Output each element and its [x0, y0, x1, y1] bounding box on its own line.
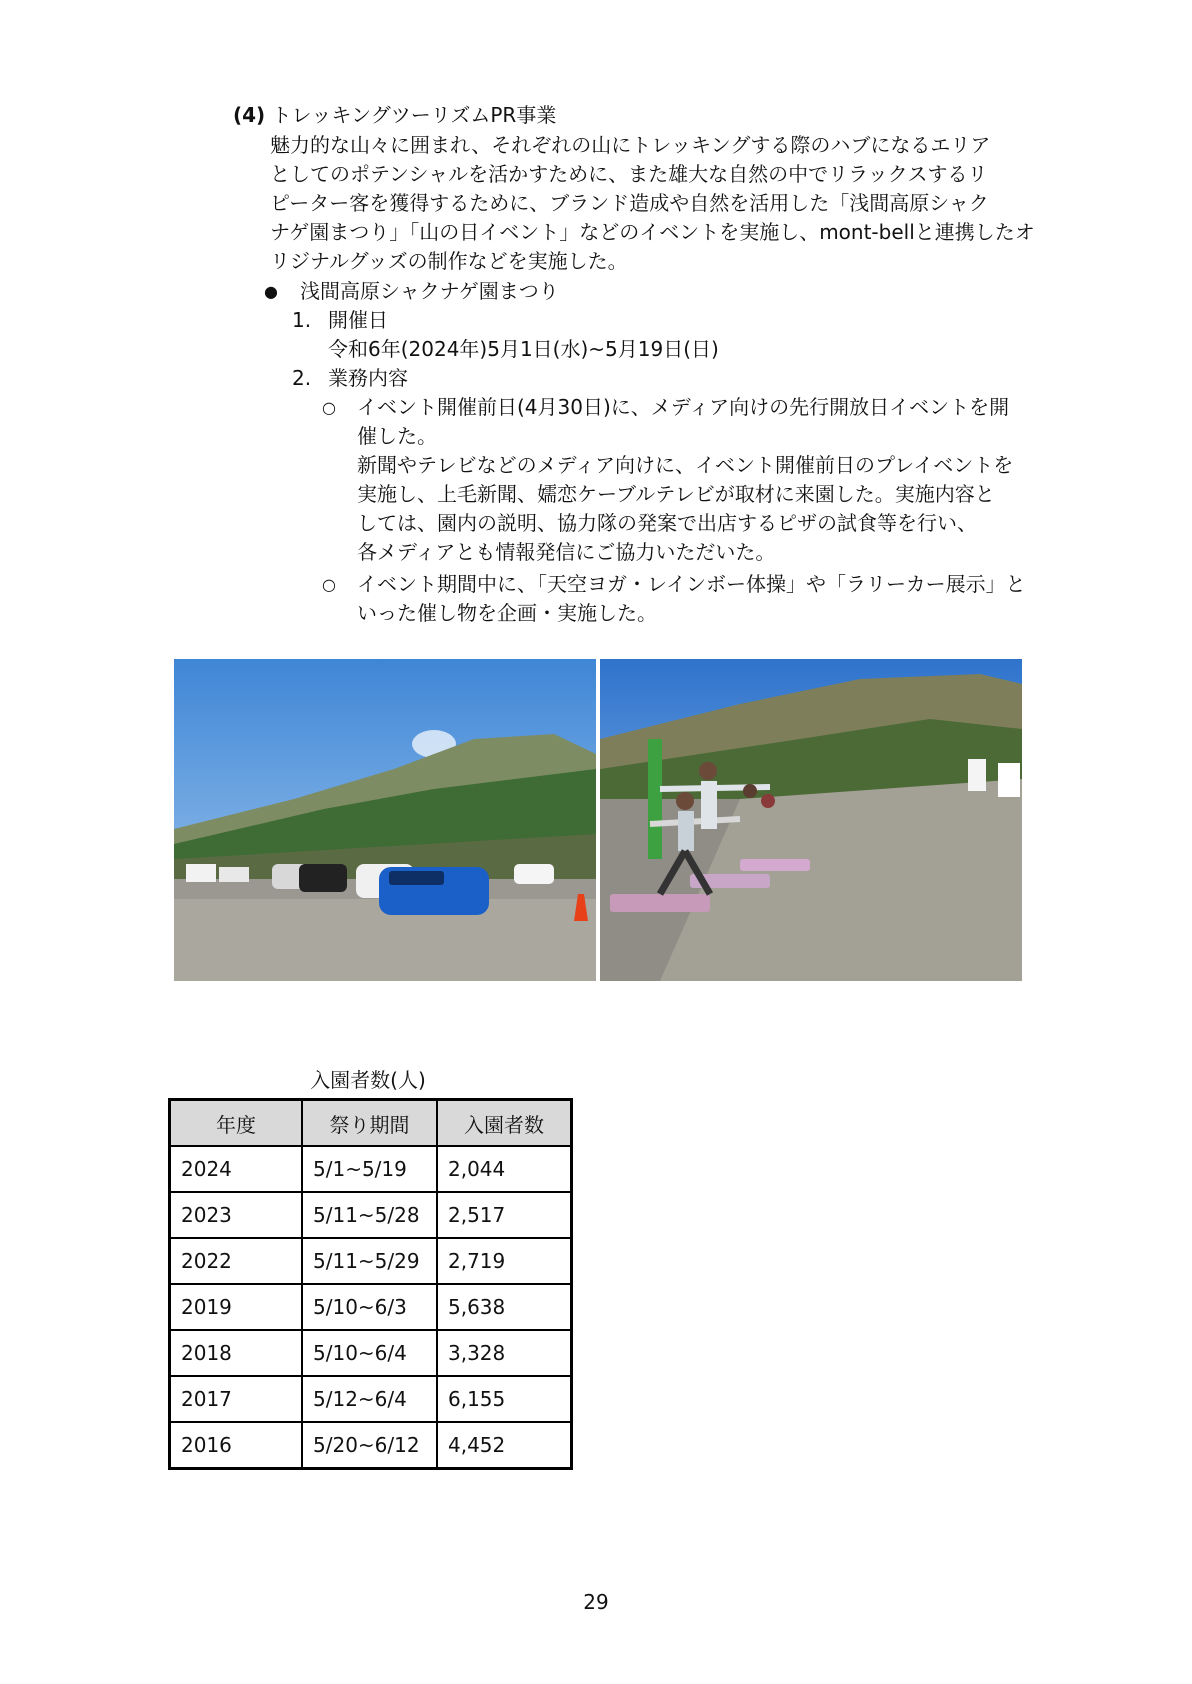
- visitors-cell: 2,719: [437, 1238, 572, 1284]
- table-header-row: [170, 1100, 572, 1147]
- period-cell: 5/11~5/29: [302, 1238, 437, 1284]
- section-paragraph: [270, 131, 1035, 276]
- paragraph-line: 魅力的な山々に囲まれ、それぞれの山にトレッキングする際のハブになるエリア: [270, 133, 991, 157]
- section-number: (4): [233, 103, 266, 127]
- sub-item-line: 新聞やテレビなどのメディア向けに、イベント開催前日のプレイベントを: [357, 453, 1014, 477]
- sub-item-line: イベント期間中に、「天空ヨガ・レインボー体操」や「ラリーカー展示」と: [357, 572, 1026, 596]
- sub-item-line: いった催し物を企画・実施した。: [357, 601, 657, 625]
- sub-item: [357, 570, 1026, 628]
- year-cell: 2024: [170, 1146, 303, 1192]
- year-cell: 2017: [170, 1376, 303, 1422]
- visitors-cell: 2,517: [437, 1192, 572, 1238]
- item-number: 2.: [292, 366, 312, 390]
- period-cell: 5/20~6/12: [302, 1422, 437, 1469]
- section-title: トレッキングツーリズムPR事業: [271, 103, 557, 127]
- period-cell: 5/10~6/4: [302, 1330, 437, 1376]
- bullet-marker: ●: [264, 282, 278, 301]
- sub-item-line: しては、園内の説明、協力隊の発案で出店するピザの試食等を行い、: [357, 511, 977, 535]
- column-header-period: 祭り期間: [302, 1100, 437, 1147]
- table-row: [170, 1330, 572, 1376]
- paragraph-line: ナゲ園まつり」「山の日イベント」などのイベントを実施し、mont-bellと連携したオ: [270, 220, 1035, 244]
- column-header-visitors: 入園者数: [437, 1100, 572, 1147]
- sub-item-line: 各メディアとも情報発信にご協力いただいた。: [357, 540, 776, 564]
- year-cell: 2019: [170, 1284, 303, 1330]
- sub-item: [357, 393, 1013, 567]
- sub-item-line: イベント開催前日(4月30日)に、メディア向けの先行開放日イベントを開: [357, 395, 1010, 419]
- visitors-cell: 6,155: [437, 1376, 572, 1422]
- table-row: [170, 1146, 572, 1192]
- period-cell: 5/10~6/3: [302, 1284, 437, 1330]
- item-label: 開催日: [328, 308, 388, 332]
- item-number: 1.: [292, 308, 312, 332]
- visitors-cell: 5,638: [437, 1284, 572, 1330]
- period-cell: 5/11~5/28: [302, 1192, 437, 1238]
- event-dates: 令和6年(2024年)5月1日(水)~5月19日(日): [328, 337, 719, 361]
- year-cell: 2023: [170, 1192, 303, 1238]
- item-label: 業務内容: [328, 366, 408, 390]
- sub-item-line: 実施し、上毛新聞、嬬恋ケーブルテレビが取材に来園した。実施内容と: [357, 482, 995, 506]
- table-row: [170, 1422, 572, 1469]
- column-header-year: 年度: [170, 1100, 303, 1147]
- paragraph-line: としてのポテンシャルを活かすために、また雄大な自然の中でリラックスするリ: [270, 162, 988, 186]
- year-cell: 2016: [170, 1422, 303, 1469]
- year-cell: 2018: [170, 1330, 303, 1376]
- visitors-cell: 4,452: [437, 1422, 572, 1469]
- paragraph-line: ピーター客を獲得するために、ブランド造成や自然を活用した「浅間高原シャク: [270, 191, 989, 215]
- visitors-cell: 3,328: [437, 1330, 572, 1376]
- period-cell: 5/12~6/4: [302, 1376, 437, 1422]
- sub-item-line: 催した。: [357, 424, 437, 448]
- year-cell: 2022: [170, 1238, 303, 1284]
- table-row: [170, 1192, 572, 1238]
- section-heading: [233, 101, 556, 130]
- table-caption: 入園者数(人): [310, 1068, 426, 1092]
- page-number: 29: [583, 1590, 609, 1614]
- photo-rally-cars: [174, 659, 596, 981]
- table-row: [170, 1238, 572, 1284]
- bullet-label: 浅間高原シャクナゲ園まつり: [300, 279, 559, 303]
- sub-item-marker: ○: [322, 575, 336, 594]
- sub-item-marker: ○: [322, 398, 336, 417]
- visitors-cell: 2,044: [437, 1146, 572, 1192]
- photo-sky-yoga: [600, 659, 1022, 981]
- visitor-table: [168, 1098, 573, 1470]
- table-row: [170, 1284, 572, 1330]
- period-cell: 5/1~5/19: [302, 1146, 437, 1192]
- paragraph-line: リジナルグッズの制作などを実施した。: [270, 249, 628, 273]
- table-row: [170, 1376, 572, 1422]
